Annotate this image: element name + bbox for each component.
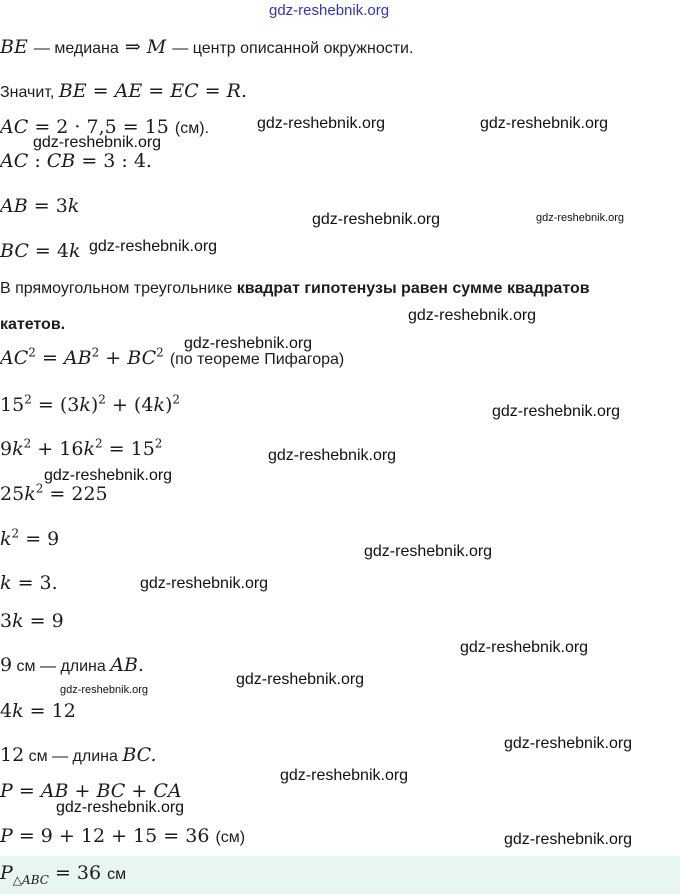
line-ab-length: 9 см — длина AB. [0, 654, 144, 676]
line-pythagoras: $AC^2 = AB^2 + BC^2$ (по теореме Пифагора) [0, 345, 345, 369]
watermark: gdz-reshebnik.org [504, 831, 633, 848]
line-bc-k: BC = 4k [0, 240, 81, 262]
watermark: gdz-reshebnik.org [236, 671, 365, 688]
watermark: gdz-reshebnik.org [408, 307, 537, 324]
line-bc-length: 12 см — длина BC. [0, 744, 157, 766]
line-simplified: $25k^2 = 225$ [0, 481, 108, 505]
watermark: gdz-reshebnik.org [60, 684, 149, 696]
watermark: gdz-reshebnik.org [536, 212, 625, 224]
line-4k: 4k = 12 [0, 700, 76, 722]
watermark: gdz-reshebnik.org [140, 575, 269, 592]
watermark: gdz-reshebnik.org [364, 543, 493, 560]
line-ac-value: AC = 2 · 7,5 = 15 (см). [0, 116, 210, 138]
watermark: gdz-reshebnik.org [184, 335, 313, 352]
watermark: gdz-reshebnik.org [89, 238, 218, 255]
answer-line: $P_{\triangle ABC} = 36$ см [0, 862, 127, 887]
line-median: BE — медиана ⇒ M — центр описанной окружности. [0, 36, 414, 58]
line-equal-radii: Значит, BE = AE = EC = R. [0, 80, 247, 102]
watermark: gdz-reshebnik.org [268, 447, 397, 464]
line-theorem-end: катетов. [0, 316, 66, 333]
watermark: gdz-reshebnik.org [280, 767, 409, 784]
watermark: gdz-reshebnik.org [460, 639, 589, 656]
watermark: gdz-reshebnik.org [312, 211, 441, 228]
line-perimeter-value: P = 9 + 12 + 15 = 36 (см) [0, 825, 246, 847]
line-substitution: $15^2 = (3k)^2 + (4k)^2$ [0, 392, 181, 416]
line-k-squared: $k^2 = 9$ [0, 526, 60, 550]
site-link[interactable]: gdz-reshebnik.org [269, 2, 390, 19]
watermark: gdz-reshebnik.org [33, 134, 162, 151]
watermark: gdz-reshebnik.org [44, 467, 173, 484]
line-ab-k: AB = 3k [0, 195, 80, 217]
watermark: gdz-reshebnik.org [492, 403, 621, 420]
line-theorem: В прямоугольном треугольнике квадрат гипотенузы равен сумме квадратов [0, 280, 590, 297]
line-perimeter-formula: P = AB + BC + CA [0, 780, 182, 802]
watermark: gdz-reshebnik.org [480, 115, 609, 132]
line-3k: 3k = 9 [0, 610, 64, 632]
line-k-value: k = 3. [0, 572, 58, 594]
line-expanded: $9k^2 + 16k^2 = 15^2$ [0, 436, 163, 460]
watermark: gdz-reshebnik.org [257, 115, 386, 132]
watermark: gdz-reshebnik.org [504, 735, 633, 752]
watermark: gdz-reshebnik.org [56, 799, 185, 816]
line-ratio: AC : CB = 3 : 4. [0, 150, 152, 172]
